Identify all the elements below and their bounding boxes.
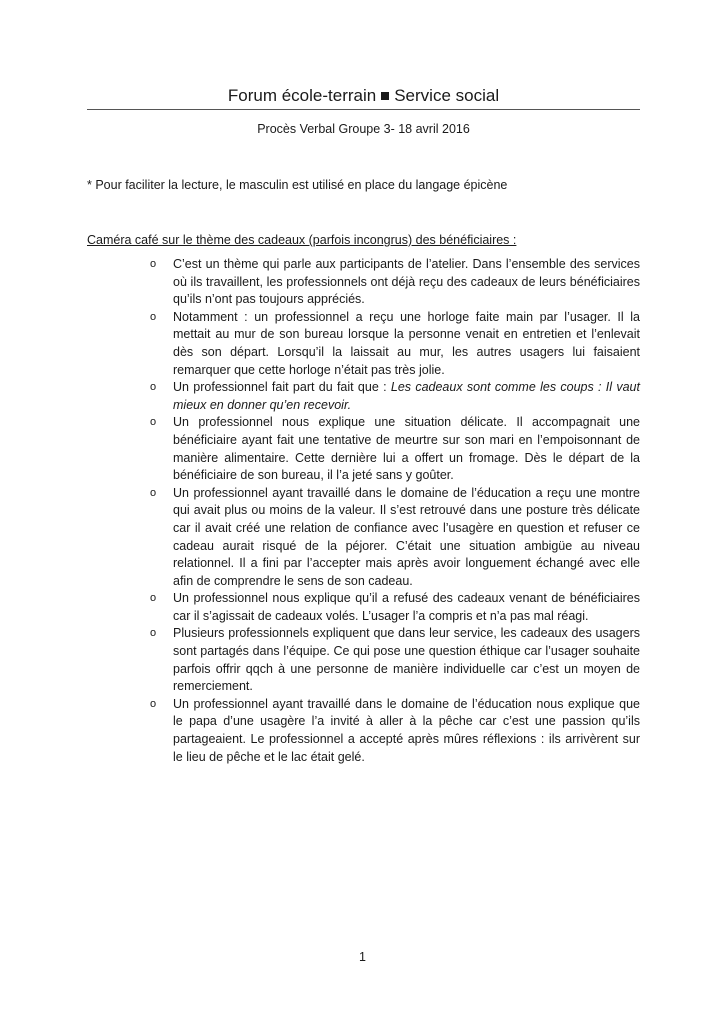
list-item-text: Un professionnel nous explique qu’il a refusé des cadeaux venant de bénéficiaires car il s’agissait de cadeaux volés. L’usager l’a compris et n’a pas mal réagi. bbox=[173, 591, 640, 623]
circle-bullet-icon: o bbox=[150, 310, 157, 323]
circle-bullet-icon: o bbox=[150, 381, 157, 394]
header-title-left: Forum école-terrain bbox=[227, 86, 377, 105]
circle-bullet-icon: o bbox=[150, 592, 157, 605]
list-item bbox=[148, 379, 640, 414]
list-item bbox=[148, 256, 640, 309]
list-item bbox=[148, 485, 640, 591]
circle-bullet-icon: o bbox=[150, 486, 157, 499]
list-item bbox=[148, 414, 640, 484]
header-title-right: Service social bbox=[394, 86, 500, 105]
list-item bbox=[148, 309, 640, 379]
list-item-text: Notamment : un professionnel a reçu une horloge faite main par l’usager. Il la mettait au mur de son bureau lorsque la personne venait en entretien et l’enlevait dès son départ. Lorsqu’il la laissait au mur, les autres usagers lui faisaient remarquer que cette horloge n’était pas très jolie. bbox=[173, 309, 640, 377]
circle-bullet-icon: o bbox=[150, 416, 157, 429]
epicene-note: * Pour faciliter la lecture, le masculin est utilisé en place du langage épicène bbox=[87, 178, 508, 192]
square-bullet-icon bbox=[381, 92, 389, 100]
circle-bullet-icon: o bbox=[150, 697, 157, 710]
document-subtitle: Procès Verbal Groupe 3- 18 avril 2016 bbox=[257, 122, 470, 136]
list-item bbox=[148, 590, 640, 625]
bullet-list bbox=[148, 256, 640, 766]
circle-bullet-icon: o bbox=[150, 627, 157, 640]
list-item bbox=[148, 696, 640, 766]
page-header bbox=[87, 85, 640, 110]
list-item-text: Un professionnel ayant travaillé dans le domaine de l’éducation a reçu une montre qui avait plus ou moins de la valeur. Il s’est retrouvé dans une posture très délicate car il avait créé une relation de confiance avec l’usagère en question et refuser ce cadeau aurait risqué de la péjorer. C’était une situation ambigüe au niveau relationnel. Il a fini par l’accepter mais après avoir longuement échangé avec elle afin de comprendre le sens de son cadeau. bbox=[173, 485, 640, 588]
list-item-text: Un professionnel nous explique une situation délicate. Il accompagnait une bénéficiaire ayant fait une tentative de meurtre sur son mari en l’empoisonnant de manière alimentaire. Cette dernière lui a offert un fromage. Dès le départ de la bénéficiaire de son bureau, il l’a jeté sans y goûter. bbox=[173, 415, 640, 483]
list-item-text: Un professionnel fait part du fait que : bbox=[173, 380, 391, 395]
circle-bullet-icon: o bbox=[150, 258, 157, 270]
list-item-text: Un professionnel ayant travaillé dans le domaine de l’éducation nous explique que le papa d’une usagère l’a invité à aller à la pêche car c’est une passion qu’ils partageaient. Le professionnel a accepté après mûres réflexions : ils arrivèrent sur le lieu de pêche et le lac était gelé. bbox=[173, 696, 640, 764]
page-number: 1 bbox=[359, 950, 366, 964]
list-item-quote: Les cadeaux sont comme les coups : Il vaut mieux en donner qu’en recevoir. bbox=[173, 380, 640, 412]
list-item-text: C’est un thème qui parle aux participants de l’atelier. Dans l’ensemble des services où ils travaillent, les professionnels ont déjà reçu des cadeaux de leurs bénéficiaires qu’ils n’ont pas toujours appréciés. bbox=[173, 257, 640, 307]
section-heading: Caméra café sur le thème des cadeaux (parfois incongrus) des bénéficiaires : bbox=[87, 233, 517, 247]
list-item-text: Plusieurs professionnels expliquent que dans leur service, les cadeaux des usagers sont partagés dans l’équipe. Ce qui pose une question éthique car l’usager souhaite parfois offrir qqch à une personne de manière individuelle car c’est un moyen de remerciement. bbox=[173, 626, 640, 694]
list-item bbox=[148, 625, 640, 695]
